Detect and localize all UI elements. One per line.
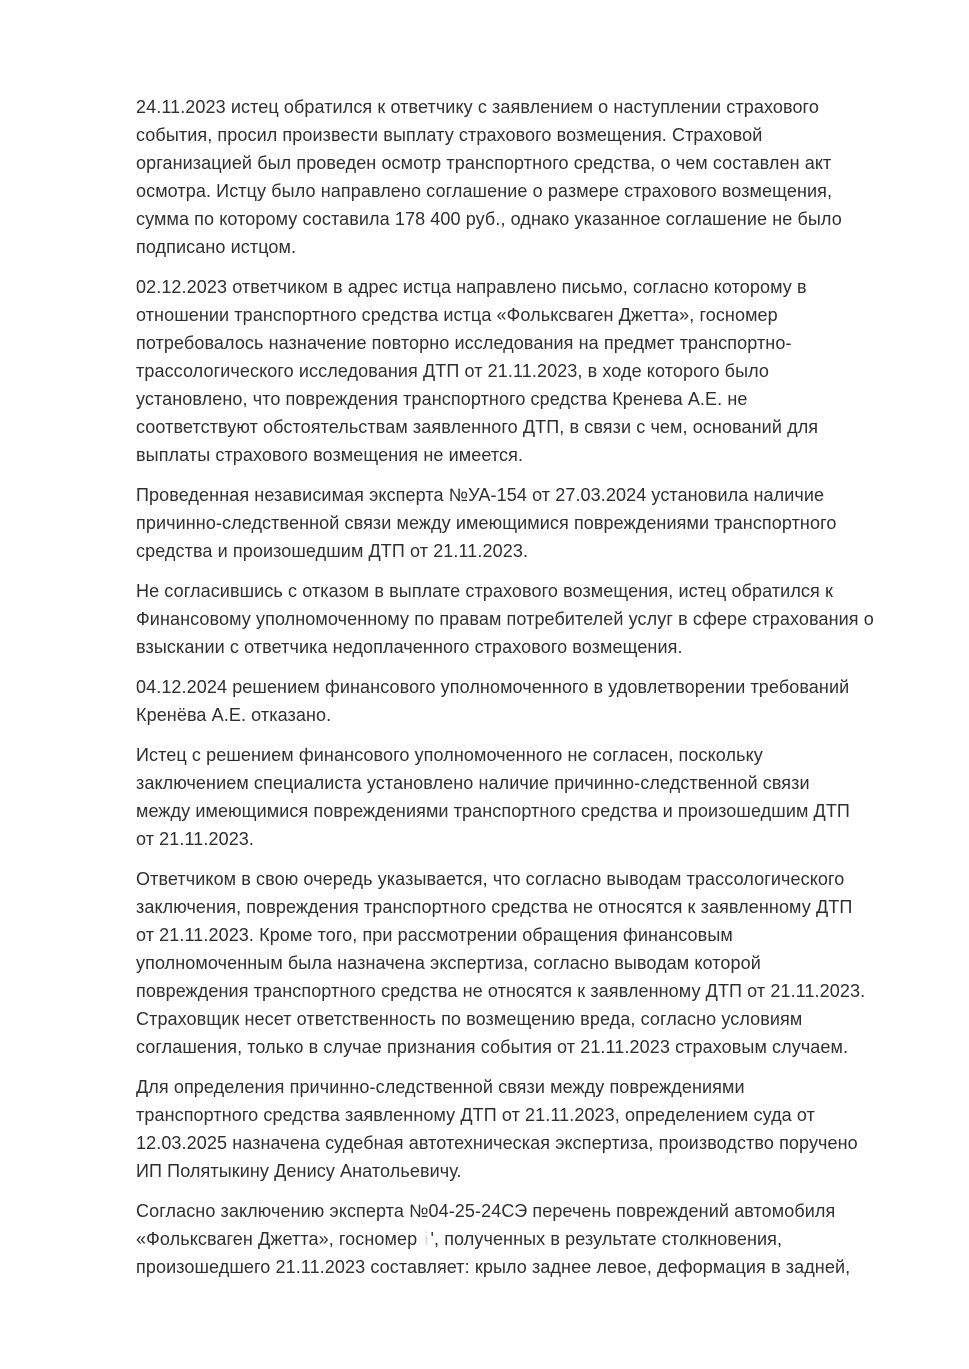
text-line: сумма по которому составила 178 400 руб., однако указанное соглашение не было xyxy=(136,209,842,229)
paragraph xyxy=(136,741,916,853)
text-line: причинно-следственной связи между имеющимися повреждениями транспортного xyxy=(136,513,837,533)
text-line: от 21.11.2023. xyxy=(136,829,255,849)
text-line: осмотра. Истцу было направлено соглашение о размере страхового возмещения, xyxy=(136,181,833,201)
text-line: Согласно заключению эксперта №04-25-24СЭ перечень повреждений автомобиля xyxy=(136,1201,836,1221)
text-line: события, просил произвести выплату страхового возмещения. Страховой xyxy=(136,125,763,145)
text-segment: «Фольксваген Джетта», госномер xyxy=(136,1229,423,1249)
text-line: Не согласившись с отказом в выплате страхового возмещения, истец обратился к xyxy=(136,581,833,601)
paragraph xyxy=(136,1197,916,1281)
text-line: уполномоченным была назначена экспертиза, согласно выводам которой xyxy=(136,953,761,973)
text-segment: ', полученных в результате столкновения, xyxy=(430,1229,783,1249)
text-line: установлено, что повреждения транспортного средства Кренева А.Е. не xyxy=(136,389,748,409)
paragraph xyxy=(136,273,916,469)
paragraph xyxy=(136,93,916,261)
text-line: 24.11.2023 истец обратился к ответчику с заявлением о наступлении страхового xyxy=(136,97,819,117)
text-line: взыскании с ответчика недоплаченного страхового возмещения. xyxy=(136,637,683,657)
text-line: произошедшего 21.11.2023 составляет: крыло заднее левое, деформация в задней, xyxy=(136,1257,851,1277)
text-line: Истец с решением финансового уполномоченного не согласен, поскольку xyxy=(136,745,763,765)
text-line: организацией был проведен осмотр транспортного средства, о чем составлен акт xyxy=(136,153,832,173)
text-line: от 21.11.2023. Кроме того, при рассмотрении обращения финансовым xyxy=(136,925,733,945)
text-line: транспортного средства заявленному ДТП от 21.11.2023, определением суда от xyxy=(136,1105,815,1125)
text-line: ИП Полятыкину Денису Анатольевичу. xyxy=(136,1161,462,1181)
text-line: средства и произошедшим ДТП от 21.11.2023. xyxy=(136,541,529,561)
text-line: соглашения, только в случае признания события от 21.11.2023 страховым случаем. xyxy=(136,1037,849,1057)
text-line: заключением специалиста установлено наличие причинно-следственной связи xyxy=(136,773,810,793)
text-line: 04.12.2024 решением финансового уполномоченного в удовлетворении требований xyxy=(136,677,850,697)
paragraph xyxy=(136,481,916,565)
text-line: 02.12.2023 ответчиком в адрес истца направлено письмо, согласно которому в xyxy=(136,277,807,297)
paragraph xyxy=(136,1073,916,1185)
text-line: Для определения причинно-следственной связи между повреждениями xyxy=(136,1077,745,1097)
text-line: заключения, повреждения транспортного средства не относятся к заявленному ДТП xyxy=(136,897,853,917)
paragraph xyxy=(136,865,916,1061)
text-line: потребовалось назначение повторно исследования на предмет транспортно- xyxy=(136,333,792,353)
paragraph xyxy=(136,577,916,661)
text-line: Страховщик несет ответственность по возмещению вреда, согласно условиям xyxy=(136,1009,803,1029)
text-line: 12.03.2025 назначена судебная автотехническая экспертиза, производство поручено xyxy=(136,1133,858,1153)
text-line xyxy=(136,1225,916,1253)
text-line: подписано истцом. xyxy=(136,237,297,257)
text-line: Проведенная независимая эксперта №УА-154 от 27.03.2024 установила наличие xyxy=(136,485,825,505)
redacted-plate-number: і xyxy=(424,1229,429,1249)
text-line: между имеющимися повреждениями транспортного средства и произошедшим ДТП xyxy=(136,801,850,821)
text-line: повреждения транспортного средства не относятся к заявленному ДТП от 21.11.2023. xyxy=(136,981,866,1001)
text-line: Ответчиком в свою очередь указывается, что согласно выводам трассологического xyxy=(136,869,845,889)
document-body xyxy=(136,93,916,1281)
text-line: выплаты страхового возмещения не имеется. xyxy=(136,445,524,465)
text-line: Финансовому уполномоченному по правам потребителей услуг в сфере страхования о xyxy=(136,609,874,629)
text-line: трассологического исследования ДТП от 21.11.2023, в ходе которого было xyxy=(136,361,770,381)
paragraph xyxy=(136,673,916,729)
text-line: Кренёва А.Е. отказано. xyxy=(136,705,332,725)
text-line: отношении транспортного средства истца «Фольксваген Джетта», госномер xyxy=(136,305,778,325)
text-line: соответствуют обстоятельствам заявленного ДТП, в связи с чем, оснований для xyxy=(136,417,819,437)
